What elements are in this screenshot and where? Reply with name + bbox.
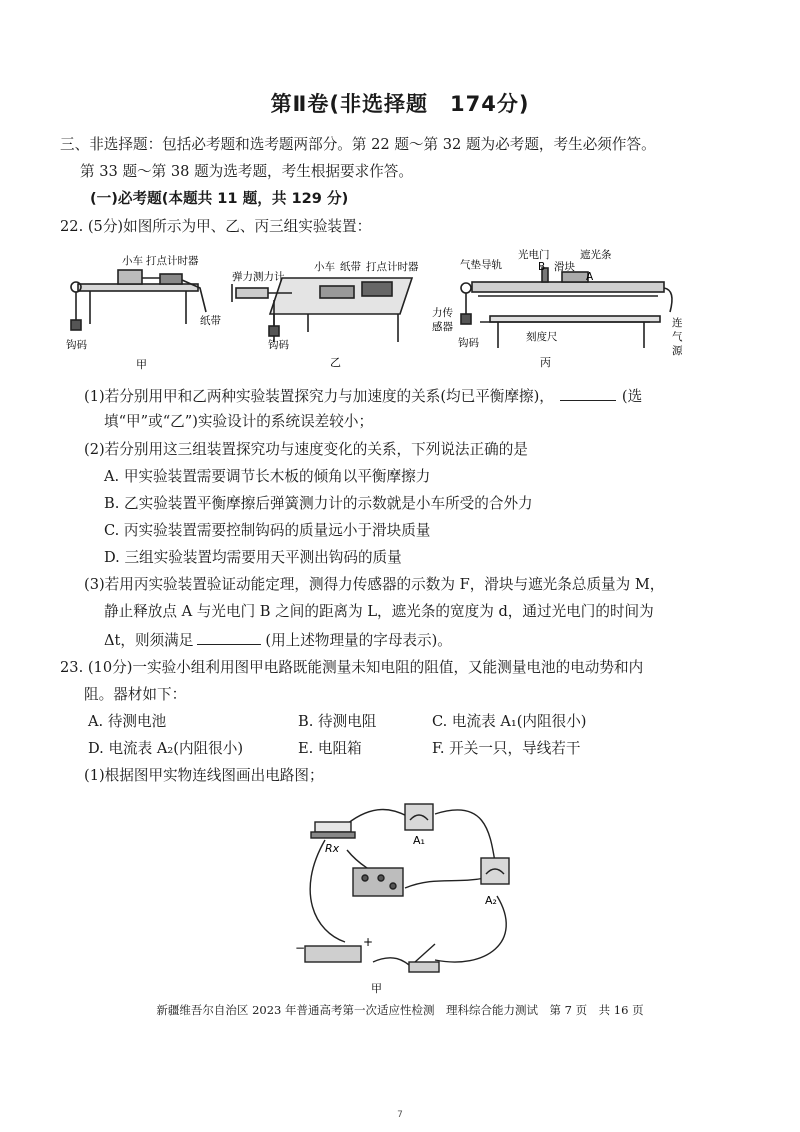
q23-equipment-c: C. 电流表 A₁(内阻很小): [432, 713, 587, 730]
q22-option-d: D. 三组实验装置均需要用天平测出钩码的质量: [104, 549, 402, 566]
label-bing-point-a: A: [586, 271, 594, 283]
label-battery-plus: +: [363, 935, 374, 949]
q23-equipment-b: B. 待测电阻: [298, 713, 377, 730]
q23-stem-line2: 阻。器材如下：: [84, 686, 187, 703]
switch: [409, 944, 439, 972]
setup-yi: [232, 278, 412, 342]
q22-option-a: A. 甲实验装置需要调节长木板的倾角以平衡摩擦力: [104, 468, 431, 485]
q22-part1-line2: 填“甲”或“乙”)实验设计的系统误差较小；: [104, 413, 374, 430]
q23-equipment-f: F. 开关一只，导线若干: [432, 740, 581, 757]
required-questions-heading: (一)必考题(本题共 11 题，共 129 分): [90, 190, 349, 207]
caption-jia: 甲: [136, 358, 147, 371]
label-bing-shading-bar: 遮光条: [580, 249, 612, 261]
label-jia-car: 小车: [122, 255, 143, 267]
q22-part2-stem: (2)若分别用这三组装置探究功与速度变化的关系，下列说法正确的是: [84, 441, 528, 458]
q22-part3-line1: (3)若用丙实验装置验证动能定理，测得力传感器的示数为 F，滑块与遮光条总质量为 M，: [84, 576, 665, 593]
q22-stem: 22. (5分)如图所示为甲、乙、丙三组实验装置：: [60, 218, 372, 235]
label-bing-air-source-1: 连: [672, 317, 683, 329]
q22-part3-text-a: Δt，则须满足: [104, 632, 194, 649]
q22-part1-text-a: (1)若分别用甲和乙两种实验装置探究力与加速度的关系(均已平衡摩擦)，: [84, 388, 554, 405]
resistance-box: [353, 868, 403, 896]
label-bing-ruler: 刻度尺: [526, 331, 558, 343]
label-a1: A₁: [413, 834, 425, 847]
label-jia-tape: 纸带: [200, 315, 221, 327]
label-bing-force-sensor-2: 感器: [432, 321, 453, 333]
section-title: 第Ⅱ卷(非选择题 174分): [270, 92, 530, 116]
q22-part1-line1: [84, 385, 642, 407]
section3-line2: 第 33 题～第 38 题为选考题，考生根据要求作答。: [80, 163, 413, 180]
q22-part3-text-b: (用上述物理量的字母表示)。: [265, 632, 452, 649]
q22-part3-line2: 静止释放点 A 与光电门 B 之间的距离为 L，遮光条的宽度为 d，通过光电门的时间为: [104, 603, 654, 620]
q22-part1-text-b: (选: [621, 388, 643, 405]
ammeter-a2: [481, 858, 509, 884]
label-jia-timer: 打点计时器: [146, 255, 199, 267]
q23-equipment-a: A. 待测电池: [88, 713, 167, 730]
label-a2: A₂: [485, 894, 497, 907]
page-number: 7: [397, 1110, 403, 1120]
q23-circuit-figure: [285, 792, 545, 997]
label-yi-timer: 打点计时器: [366, 261, 419, 273]
caption-circuit: 甲: [371, 982, 382, 995]
q22-apparatus-figure: [60, 240, 700, 375]
resistor-rx: [311, 822, 355, 838]
q23-equipment-e: E. 电阻箱: [298, 740, 362, 757]
label-rx: Rx: [325, 842, 340, 855]
label-yi-car: 小车: [314, 261, 335, 273]
label-yi-spring-scale: 弹力测力计: [232, 271, 285, 283]
caption-yi: 乙: [330, 356, 341, 369]
label-battery-minus: −: [295, 941, 306, 955]
q22-part3-blank: [197, 629, 261, 645]
label-bing-gate-b: B: [538, 261, 546, 273]
q23-equipment-d: D. 电流表 A₂(内阻很小): [88, 740, 244, 757]
label-jia-hook-weight: 钩码: [66, 339, 87, 351]
q22-part1-blank: [560, 385, 616, 401]
label-bing-hook-weight: 钩码: [458, 337, 479, 349]
ammeter-a1: [405, 804, 433, 830]
label-yi-hook-weight: 钩码: [268, 339, 289, 351]
label-bing-air-source-3: 源: [672, 345, 683, 357]
setup-bing: [461, 268, 672, 348]
label-bing-photogate: 光电门: [518, 249, 550, 261]
q22-option-b: B. 乙实验装置平衡摩擦后弹簧测力计的示数就是小车所受的合外力: [104, 495, 533, 512]
label-bing-air-rail: 气垫导轨: [460, 259, 502, 271]
q22-option-c: C. 丙实验装置需要控制钩码的质量远小于滑块质量: [104, 522, 431, 539]
setup-jia: [71, 270, 206, 330]
q23-part1: (1)根据图甲实物连线图画出电路图；: [84, 767, 324, 784]
page-footer: 新疆维吾尔自治区 2023 年普通高考第一次适应性检测 理科综合能力测试 第 7 页 共 16 页: [156, 1003, 644, 1017]
label-bing-slider: 滑块: [554, 261, 575, 273]
section3-line1: 三、非选择题：包括必考题和选考题两部分。第 22 题～第 32 题为必考题，考生必须作答。: [60, 136, 656, 153]
label-bing-force-sensor-1: 力传: [432, 307, 453, 319]
battery: [305, 946, 361, 962]
q22-part3-line3: [104, 629, 452, 651]
label-bing-air-source-2: 气: [672, 331, 683, 343]
label-yi-tape: 纸带: [340, 261, 361, 273]
q23-stem-line1: 23. (10分)一实验小组利用图甲电路既能测量未知电阻的阻值，又能测量电池的电动势和内: [60, 659, 644, 676]
caption-bing: 丙: [540, 356, 551, 369]
